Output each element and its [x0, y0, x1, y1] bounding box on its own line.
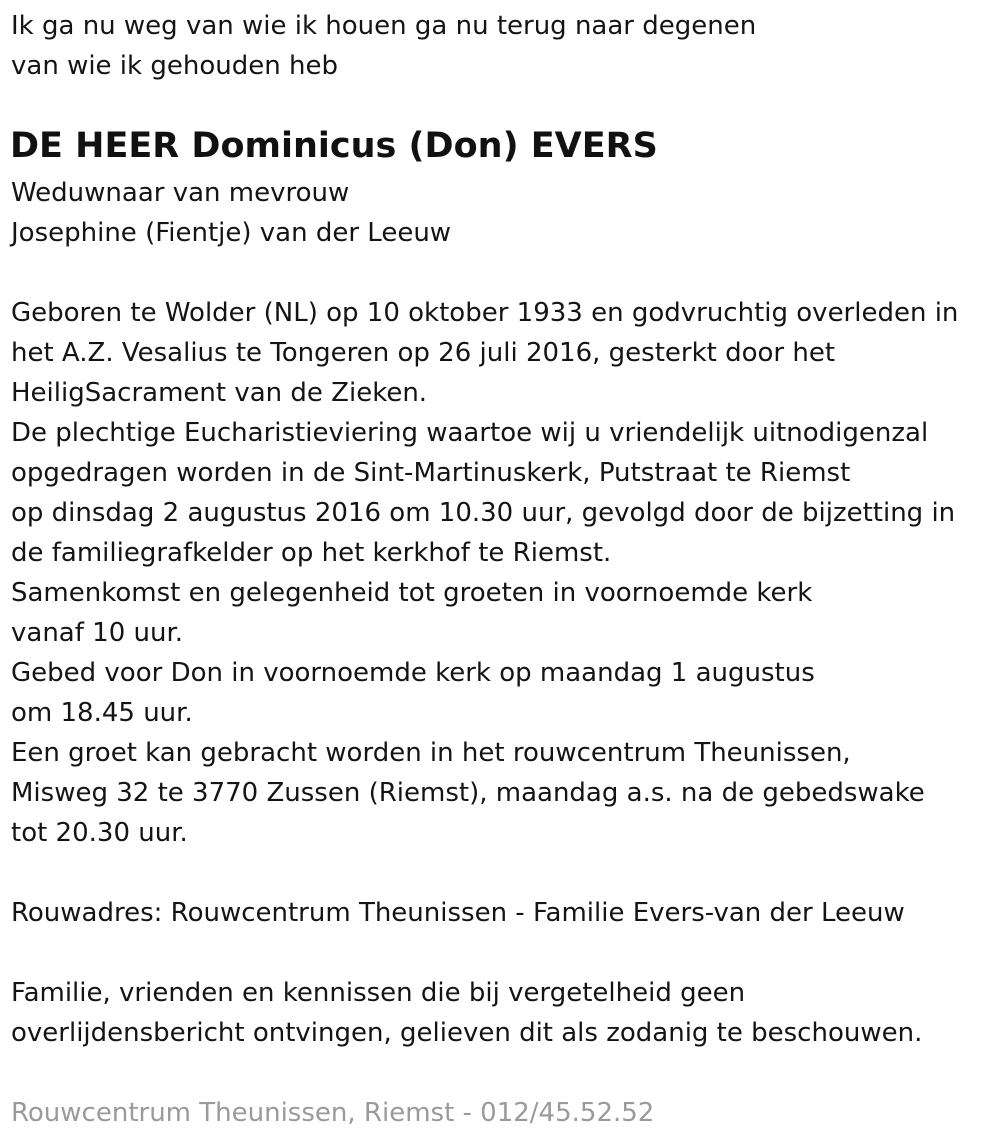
notice-line-1: Familie, vrienden en kennissen die bij vergetelheid geen	[11, 978, 746, 1008]
body-line: de familiegrafkelder op het kerkhof te Riemst.	[11, 538, 612, 568]
body-line: Gebed voor Don in voornoemde kerk op maandag 1 augustus	[11, 658, 815, 688]
body-line: Samenkomst en gelegenheid tot groeten in voornoemde kerk	[11, 578, 813, 608]
body-line: opgedragen worden in de Sint-Martinuskerk, Putstraat te Riemst	[11, 458, 851, 488]
motto-line-2: van wie ik gehouden heb	[11, 51, 338, 81]
body-line: Misweg 32 te 3770 Zussen (Riemst), maandag a.s. na de gebedswake	[11, 778, 925, 808]
motto-line-1: Ik ga nu weg van wie ik houen ga nu terug naar degenen	[11, 11, 757, 41]
body-line: HeiligSacrament van de Zieken.	[11, 378, 428, 408]
body-line: Een groet kan gebracht worden in het rouwcentrum Theunissen,	[11, 738, 851, 768]
body-line: om 18.45 uur.	[11, 698, 193, 728]
mourning-address: Rouwadres: Rouwcentrum Theunissen - Familie Evers-van der Leeuw	[11, 898, 905, 928]
deceased-name-title: DE HEER Dominicus (Don) EVERS	[10, 126, 658, 166]
body-line: op dinsdag 2 augustus 2016 om 10.30 uur, gevolgd door de bijzetting in	[11, 498, 956, 528]
body-line: Geboren te Wolder (NL) op 10 oktober 1933 en godvruchtig overleden in	[11, 298, 959, 328]
body-line: vanaf 10 uur.	[11, 618, 184, 648]
body-line: tot 20.30 uur.	[11, 818, 188, 848]
funeral-home-footer: Rouwcentrum Theunissen, Riemst - 012/45.52.52	[11, 1098, 655, 1128]
body-line: De plechtige Eucharistieviering waartoe wij u vriendelijk uitnodigenzal	[11, 418, 929, 448]
body-line: het A.Z. Vesalius te Tongeren op 26 juli 2016, gesterkt door het	[11, 338, 836, 368]
notice-line-2: overlijdensbericht ontvingen, gelieven dit als zodanig te beschouwen.	[11, 1018, 923, 1048]
spouse-line-2: Josephine (Fientje) van der Leeuw	[11, 218, 452, 248]
spouse-line-1: Weduwnaar van mevrouw	[11, 178, 350, 208]
